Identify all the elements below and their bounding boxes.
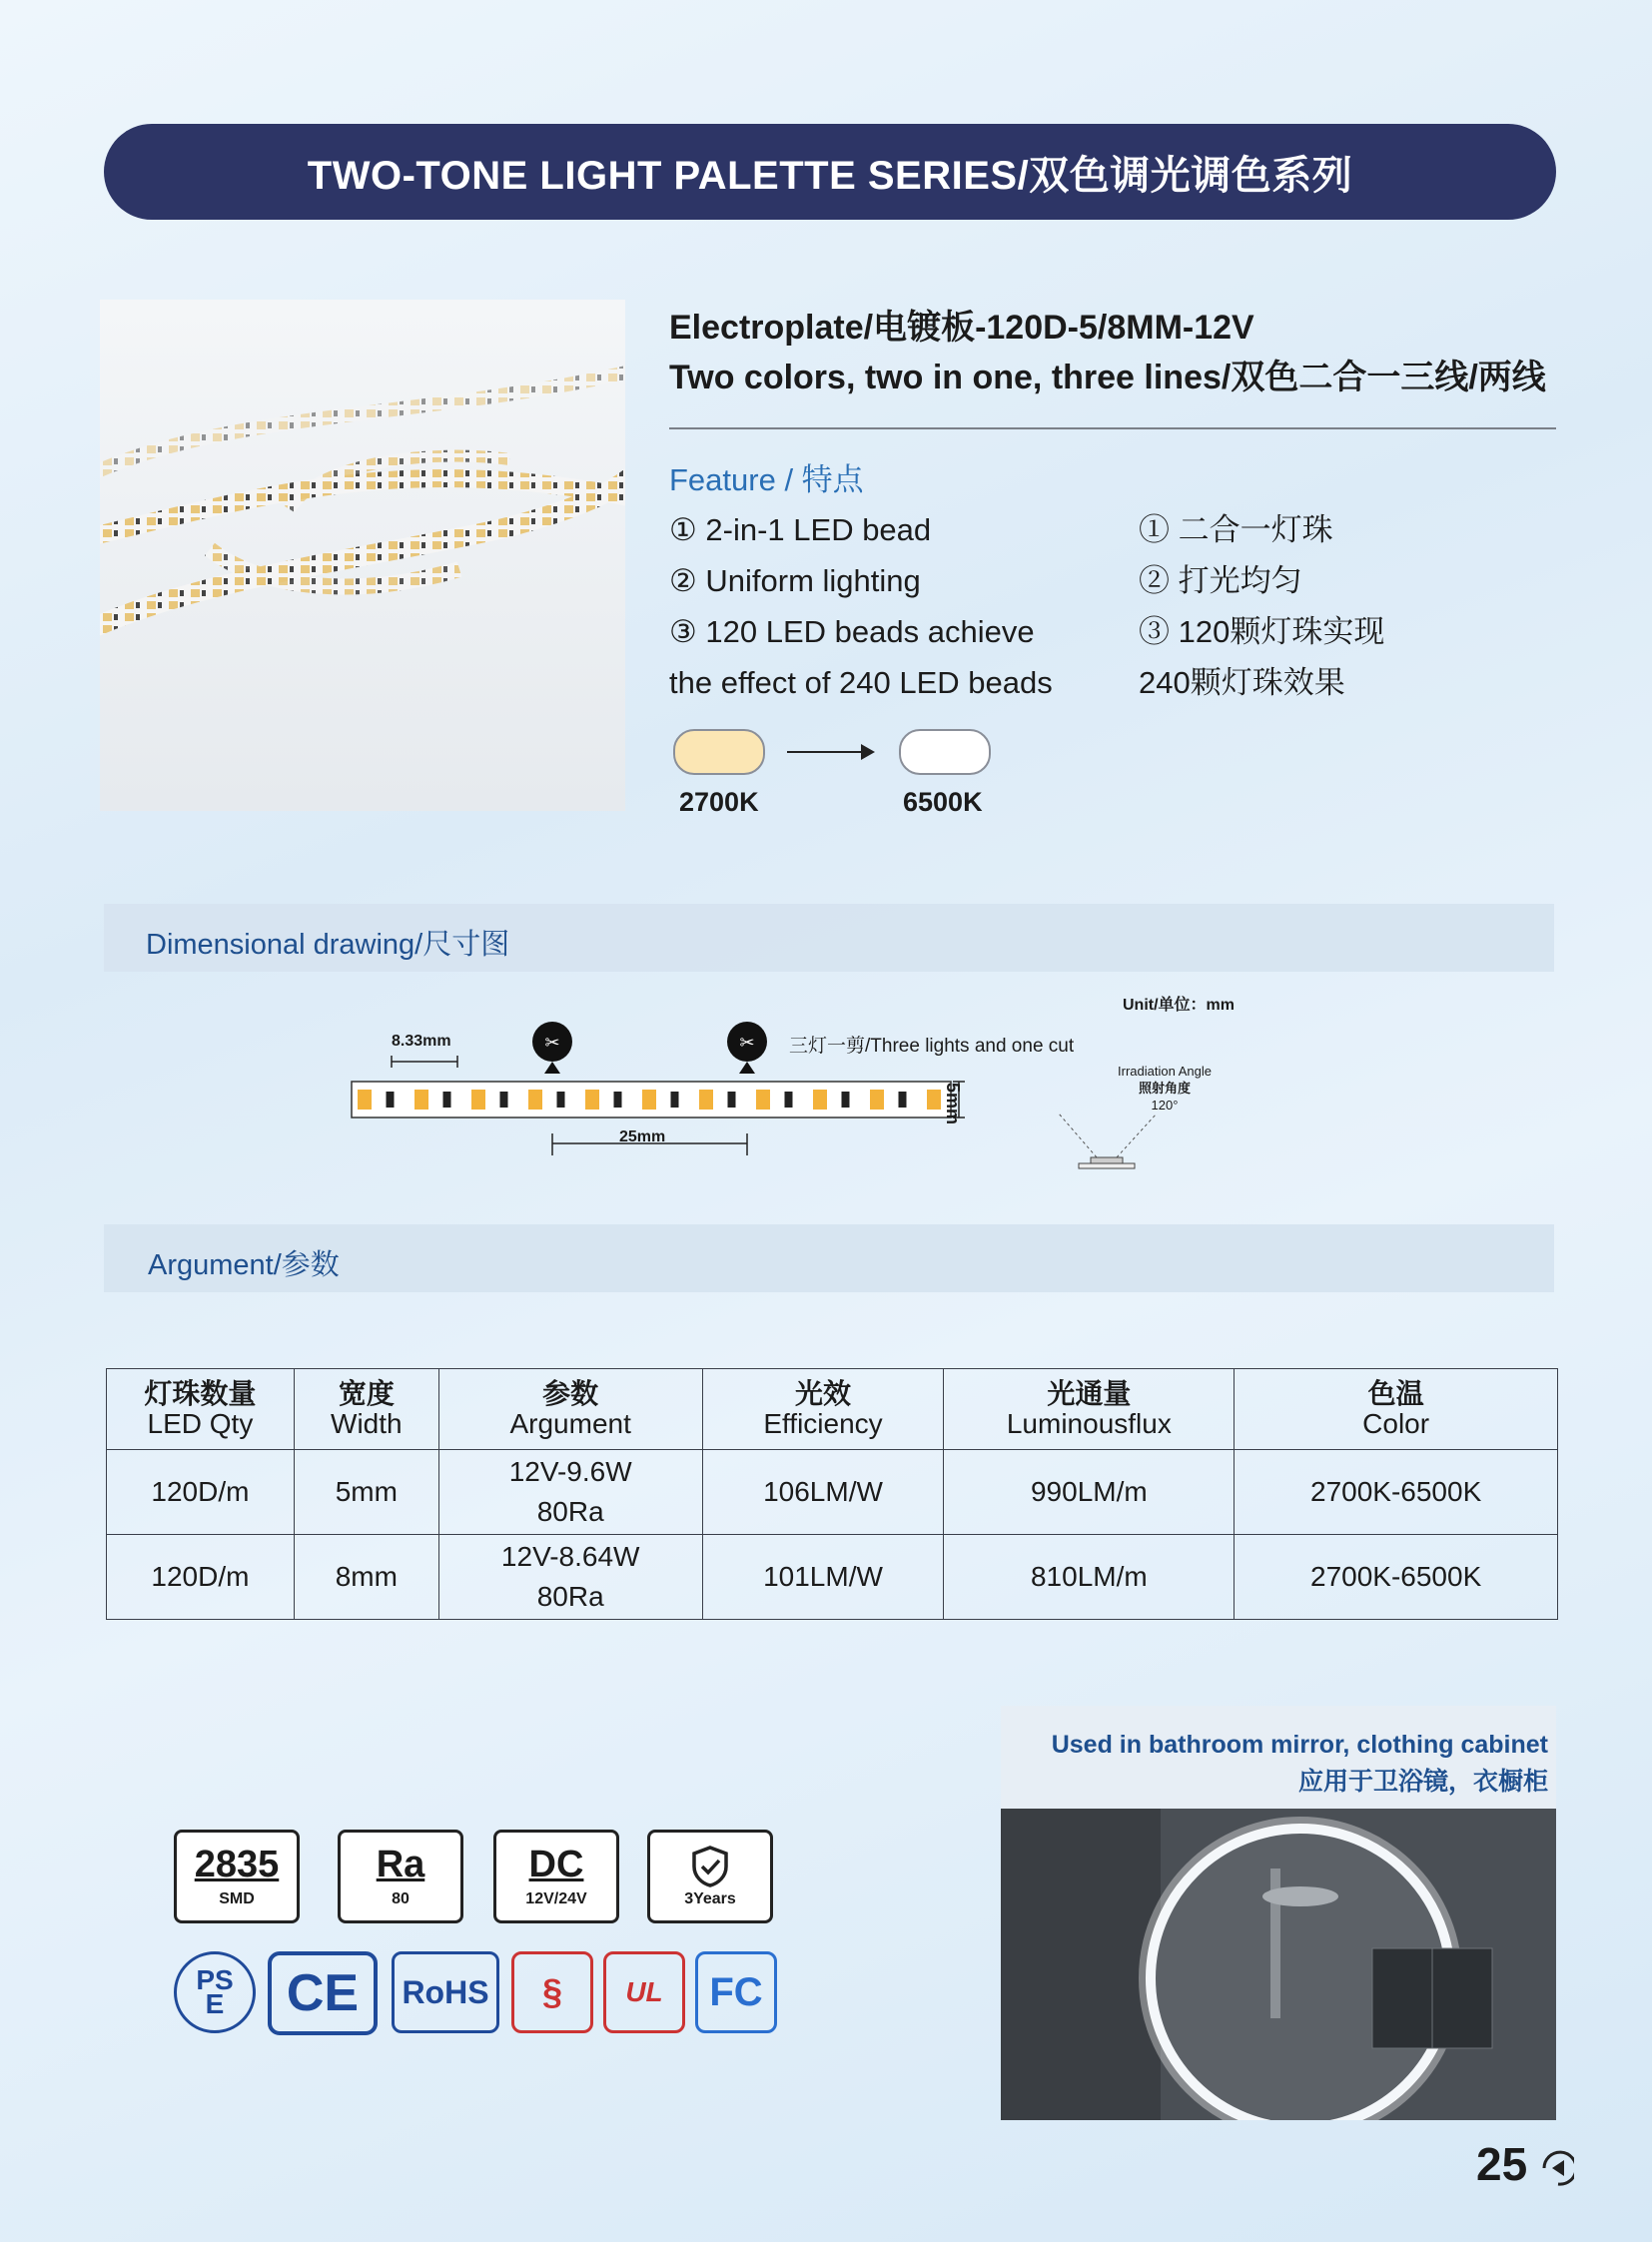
col-header: 光通量 Luminousflux <box>944 1369 1235 1450</box>
table-row <box>107 1535 1558 1620</box>
irradiation-en: Irradiation Angle <box>1118 1064 1212 1079</box>
feature-cn-3: ③ 120颗灯珠实现 <box>1139 614 1385 649</box>
led-bead <box>785 1092 793 1108</box>
col-header: 光效 Efficiency <box>702 1369 944 1450</box>
cool-swatch <box>899 729 991 775</box>
led-bead <box>414 1090 428 1110</box>
argument-heading: Argument/参数 <box>148 1249 340 1281</box>
unit-label: Unit/单位：mm <box>1123 997 1236 1014</box>
usage-text-cn: 应用于卫浴镜，衣橱柜 <box>1297 1768 1548 1796</box>
usage-text-en: Used in bathroom mirror, clothing cabinet <box>1051 1731 1548 1759</box>
cell-color: 2700K-6500K <box>1235 1450 1558 1535</box>
cell-efficiency: 106LM/W <box>702 1450 944 1535</box>
cell-argument: 12V-8.64W 80Ra <box>438 1535 702 1620</box>
irradiation-value: 120° <box>1151 1098 1179 1113</box>
feature-cn-1: ① 二合一灯珠 <box>1139 512 1333 547</box>
feature-en-4: the effect of 240 LED beads <box>669 665 1053 700</box>
irradiation-angle-diagram <box>1059 1114 1157 1168</box>
led-bead <box>471 1090 485 1110</box>
title-divider <box>669 427 1556 429</box>
led-strip-illustration <box>100 300 625 811</box>
product-title: Electroplate/电镀板-120D-5/8MM-12V <box>669 309 1254 347</box>
badge-ra: Ra 80 <box>338 1830 463 1923</box>
badge-smd: 2835 SMD <box>174 1830 300 1923</box>
cut-mark-icon <box>727 1022 767 1074</box>
product-photo <box>100 300 625 811</box>
feature-en-1: ① 2-in-1 LED bead <box>669 512 932 547</box>
cell-qty: 120D/m <box>107 1535 295 1620</box>
led-bead <box>870 1090 884 1110</box>
arrow-head-icon <box>861 744 875 760</box>
ce-icon: CE <box>268 1951 378 2035</box>
warm-swatch <box>673 729 765 775</box>
fcc-icon: FC <box>695 1951 777 2033</box>
cell-color: 2700K-6500K <box>1235 1535 1558 1620</box>
col-header: 色温 Color <box>1235 1369 1558 1450</box>
dimensional-heading: Dimensional drawing/尺寸图 <box>146 929 510 961</box>
cut-note: 三灯一剪/Three lights and one cut <box>789 1036 1075 1057</box>
led-bead <box>813 1090 827 1110</box>
arrow-right-icon <box>787 751 867 753</box>
led-bead <box>387 1092 395 1108</box>
cell-flux: 810LM/m <box>944 1535 1235 1620</box>
svg-text:✂: ✂ <box>739 1033 755 1054</box>
led-bead <box>671 1092 679 1108</box>
led-bead <box>899 1092 907 1108</box>
cell-qty: 120D/m <box>107 1450 295 1535</box>
series-banner <box>104 124 1556 220</box>
led-bead <box>728 1092 736 1108</box>
cct-to-label: 6500K <box>903 787 983 817</box>
page-arrow-icon <box>1540 2148 1574 2188</box>
series-title: TWO-TONE LIGHT PALETTE SERIES/双色调光调色系列 <box>307 153 1353 198</box>
cell-width: 5mm <box>294 1450 438 1535</box>
svg-text:✂: ✂ <box>544 1033 560 1054</box>
feature-cn-4: 240颗灯珠效果 <box>1139 665 1345 700</box>
table-row <box>107 1450 1558 1535</box>
usage-photo <box>1001 1809 1556 2120</box>
width-label: 5mm <box>943 1083 963 1125</box>
led-bead <box>557 1092 565 1108</box>
led-bead <box>699 1090 713 1110</box>
led-bead <box>842 1092 850 1108</box>
cut-length-label: 25mm <box>619 1128 666 1145</box>
led-bead <box>528 1090 542 1110</box>
pse-icon: PS E <box>174 1951 256 2033</box>
cell-width: 8mm <box>294 1535 438 1620</box>
rohs-icon: RoHS <box>392 1951 499 2033</box>
feature-en-3: ③ 120 LED beads achieve <box>669 614 1035 649</box>
badge-dc: DC 12V/24V <box>493 1830 619 1923</box>
shield-check-icon <box>688 1845 732 1888</box>
ul-icon: UL <box>603 1951 685 2033</box>
page-number: 25 <box>1476 2137 1574 2191</box>
col-header: 参数 Argument <box>438 1369 702 1450</box>
badge-warranty: 3Years <box>647 1830 773 1923</box>
irradiation-label <box>1115 1063 1215 1114</box>
product-subtitle: Two colors, two in one, three lines/双色二合一三线/两线 <box>669 359 1546 396</box>
led-bead <box>443 1092 451 1108</box>
cell-flux: 990LM/m <box>944 1450 1235 1535</box>
cct-from-label: 2700K <box>679 787 759 817</box>
led-bead <box>585 1090 599 1110</box>
led-bead <box>927 1090 941 1110</box>
feature-list-cn <box>1139 504 1384 708</box>
led-bead <box>500 1092 508 1108</box>
irradiation-cn: 照射角度 <box>1138 1081 1191 1096</box>
argument-table <box>106 1368 1558 1620</box>
led-bead <box>642 1090 656 1110</box>
cell-efficiency: 101LM/W <box>702 1535 944 1620</box>
col-header: 灯珠数量 LED Qty <box>107 1369 295 1450</box>
pitch-label: 8.33mm <box>392 1033 451 1050</box>
s-mark-icon: § <box>511 1951 593 2033</box>
led-bead <box>614 1092 622 1108</box>
feature-cn-2: ② 打光均匀 <box>1139 563 1302 598</box>
table-header-row <box>107 1369 1558 1450</box>
led-bead <box>756 1090 770 1110</box>
col-header: 宽度 Width <box>294 1369 438 1450</box>
feature-en-2: ② Uniform lighting <box>669 563 921 598</box>
cut-mark-icon <box>532 1022 572 1074</box>
led-bead <box>358 1090 372 1110</box>
feature-list-en <box>669 504 1053 708</box>
bathroom-mirror-illustration <box>1001 1809 1556 2120</box>
cell-argument: 12V-9.6W 80Ra <box>438 1450 702 1535</box>
feature-heading: Feature / 特点 <box>669 462 864 497</box>
